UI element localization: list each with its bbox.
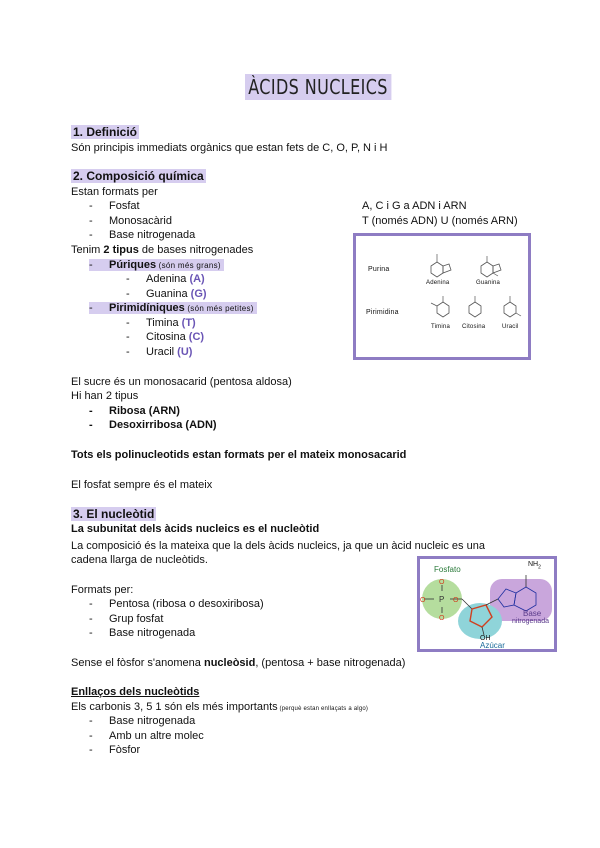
list-item: - Adenina (A) — [126, 273, 205, 285]
nitrogenada-label: nitrogenada — [512, 618, 549, 625]
nucleotide-figure — [417, 556, 557, 652]
formats-per: Formats per: — [71, 584, 134, 596]
list-item: - Base nitrogenada — [89, 627, 196, 639]
sucre-text: El sucre és un monosacarid (pentosa aldosa) — [71, 376, 292, 388]
section-1-heading: 1. Definició — [73, 125, 138, 139]
list-item: - Fòsfor — [89, 744, 141, 756]
pirimidiniques-item: - Pirimidíniques (són més petites) — [89, 302, 257, 314]
list-item: - Citosina (C) — [126, 331, 205, 343]
composicio-text-1: La composició és la mateixa que la dels àcids nucleics, ja que un àcid nucleic es una — [71, 540, 485, 552]
bases-tipus: Tenim 2 tipus de bases nitrogenades — [71, 244, 254, 256]
section-3-subheading: La subunitat dels àcids nucleics es el nucleòtid — [71, 523, 320, 535]
list-item: - Base nitrogenada — [89, 715, 196, 727]
definition-text: Són principis immediats orgànics que estan fets de C, O, P, N i H — [71, 142, 388, 154]
list-item: - Base nitrogenada — [89, 229, 196, 241]
enllacos-text: Els carbonis 3, 5 1 són els més importants (perquè estan enllaçats a algo) — [71, 701, 369, 713]
bases-figure — [353, 233, 531, 360]
hi-han-text: Hi han 2 tipus — [71, 390, 139, 402]
list-item: - Uracil (U) — [126, 346, 193, 358]
svg-text:O: O — [439, 579, 445, 586]
pirimidina-label: Pirimidina — [366, 309, 399, 316]
puriques-item: - Púriques (són més grans) — [89, 259, 224, 271]
section-3-heading: 3. El nucleòtid — [73, 507, 155, 521]
bases-note-2: T (només ADN) U (només ARN) — [362, 215, 518, 227]
list-item: - Desoxirribosa (ADN) — [89, 419, 217, 431]
list-item: - Grup fosfat — [89, 613, 164, 625]
fosfato-label: Fosfato — [434, 565, 461, 574]
list-item: - Fosfat — [89, 200, 140, 212]
list-item: - Pentosa (ribosa o desoxiribosa) — [89, 598, 264, 610]
fosfat-text: El fosfat sempre és el mateix — [71, 479, 213, 491]
enllacos-heading: Enllaços dels nucleòtids — [71, 686, 200, 698]
section-2-heading: 2. Composició química — [73, 169, 204, 183]
nh2-label: $NH_2$ — [528, 561, 541, 571]
bases-structures-diagram — [356, 236, 528, 357]
svg-text:O: O — [439, 615, 445, 622]
bases-note-1: A, C i G a ADN i ARN — [362, 200, 467, 212]
adenina-label: Adenina — [426, 280, 450, 286]
list-item: - Timina (T) — [126, 317, 196, 329]
composition-intro: Estan formats per — [71, 186, 158, 198]
svg-text:P: P — [439, 595, 445, 604]
citosina-label: Citosina — [462, 324, 486, 330]
page-title: ÀCIDS NUCLEICS — [245, 74, 391, 100]
purina-label: Purina — [368, 266, 390, 273]
uracil-label: Uracil — [502, 324, 519, 330]
list-item: - Ribosa (ARN) — [89, 405, 180, 417]
oh-label: OH — [480, 635, 491, 642]
list-item: - Monosacàrid — [89, 215, 172, 227]
timina-label: Timina — [431, 324, 450, 330]
guanina-label: Guanina — [476, 280, 501, 286]
nucleosid-text: Sense el fòsfor s'anomena nucleòsid, (pentosa + base nitrogenada) — [71, 657, 406, 669]
polinucleotids-text: Tots els polinucleotids estan formats per el mateix monosacarid — [71, 449, 407, 461]
list-item: - Guanina (G) — [126, 288, 207, 300]
list-item: - Amb un altre molec — [89, 730, 204, 742]
composicio-text-2: cadena llarga de nucleòtids. — [71, 554, 208, 566]
svg-text:O: O — [453, 597, 459, 604]
svg-text:O: O — [420, 597, 426, 604]
base-label: Base — [523, 609, 542, 618]
azucar-label: Azúcar — [480, 641, 505, 650]
